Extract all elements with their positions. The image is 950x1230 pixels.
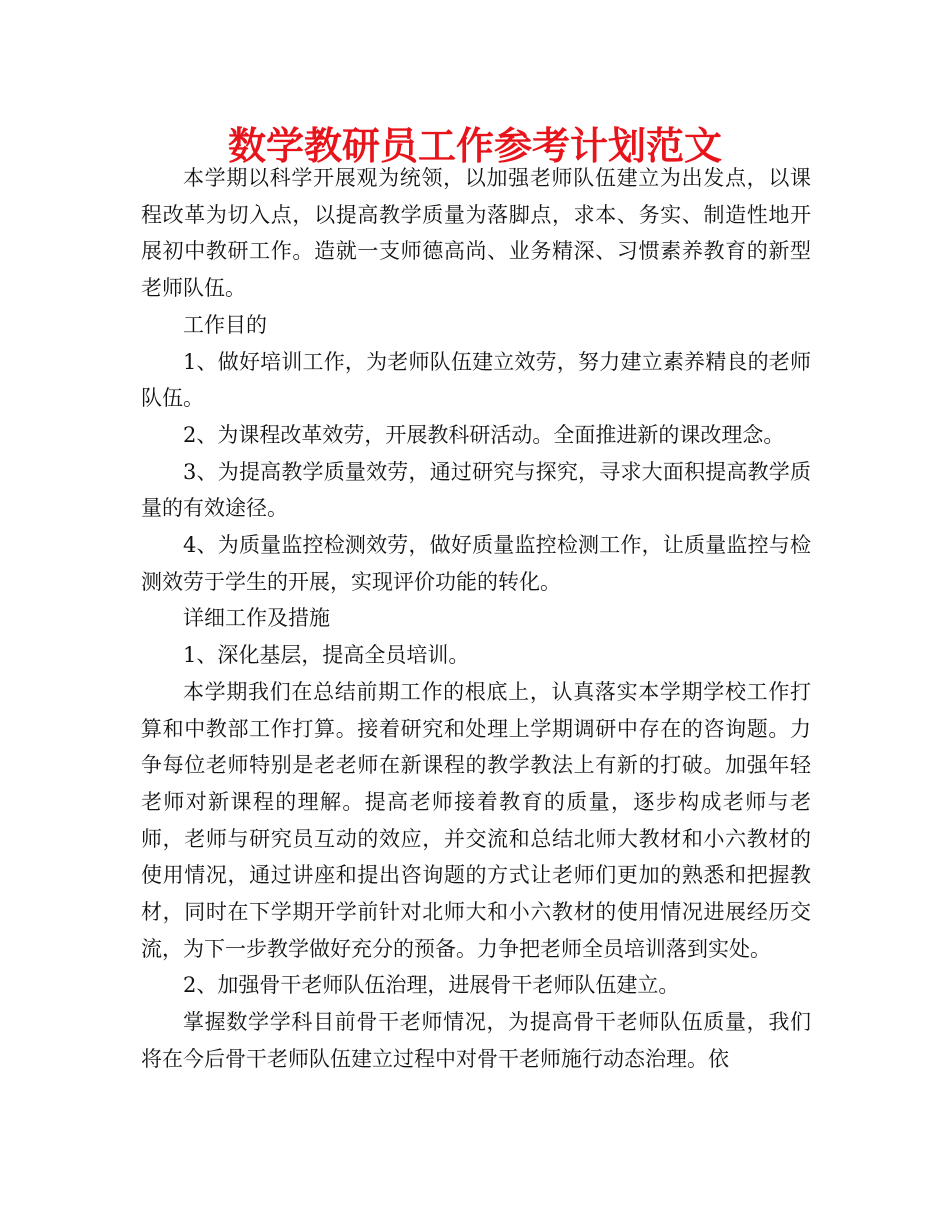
goal-item-1: 1、做好培训工作，为老师队伍建立效劳，努力建立素养精良的老师队伍。 xyxy=(141,349,811,411)
section-heading-measures: 详细工作及措施 xyxy=(183,606,330,631)
section-heading-goals: 工作目的 xyxy=(183,312,267,337)
measure-paragraph-1: 本学期我们在总结前期工作的根底上，认真落实本学期学校工作打算和中教部工作打算。接着研究和处理上学期调研中存在的咨询题。力争每位老师特别是老老师在新课程的教学教法上有新的打破。加强年轻老师对新课程的理解。提高老师接着教育的质量，逐步构成老师与老师，老师与研究员互动的效应，并交流和总结北师大教材和小六教材的使用情况，通过讲座和提出咨询题的方式让老师们更加的熟悉和把握教材，同时在下学期开学前针对北师大和小六教材的使用情况进展经历交流，为下一步教学做好充分的预备。力争把老师全员培训落到实处。 xyxy=(141,679,811,961)
goal-item-2: 2、为课程改革效劳，开展教科研活动。全面推进新的课改理念。 xyxy=(183,422,785,447)
paragraph-intro: 本学期以科学开展观为统领，以加强老师队伍建立为出发点，以课程改革为切入点，以提高教学质量为落脚点，求本、务实、制造性地开展初中教研工作。造就一支师德高尚、业务精深、习惯素养教育的新型老师队伍。 xyxy=(141,166,811,301)
document-title: 数学教研员工作参考计划范文 xyxy=(227,124,722,168)
document-body xyxy=(141,160,811,1078)
measure-heading-2: 2、加强骨干老师队伍治理，进展骨干老师队伍建立。 xyxy=(183,973,680,998)
goal-item-3: 3、为提高教学质量效劳，通过研究与探究，寻求大面积提高教学质量的有效途径。 xyxy=(141,459,811,521)
measure-heading-1: 1、深化基层，提高全员培训。 xyxy=(183,643,470,668)
measure-paragraph-2: 掌握数学学科目前骨干老师情况，为提高骨干老师队伍质量，我们将在今后骨干老师队伍建立过程中对骨干老师施行动态治理。依 xyxy=(141,1010,811,1071)
goal-item-4: 4、为质量监控检测效劳，做好质量监控检测工作，让质量监控与检测效劳于学生的开展，实现评价功能的转化。 xyxy=(141,533,811,594)
